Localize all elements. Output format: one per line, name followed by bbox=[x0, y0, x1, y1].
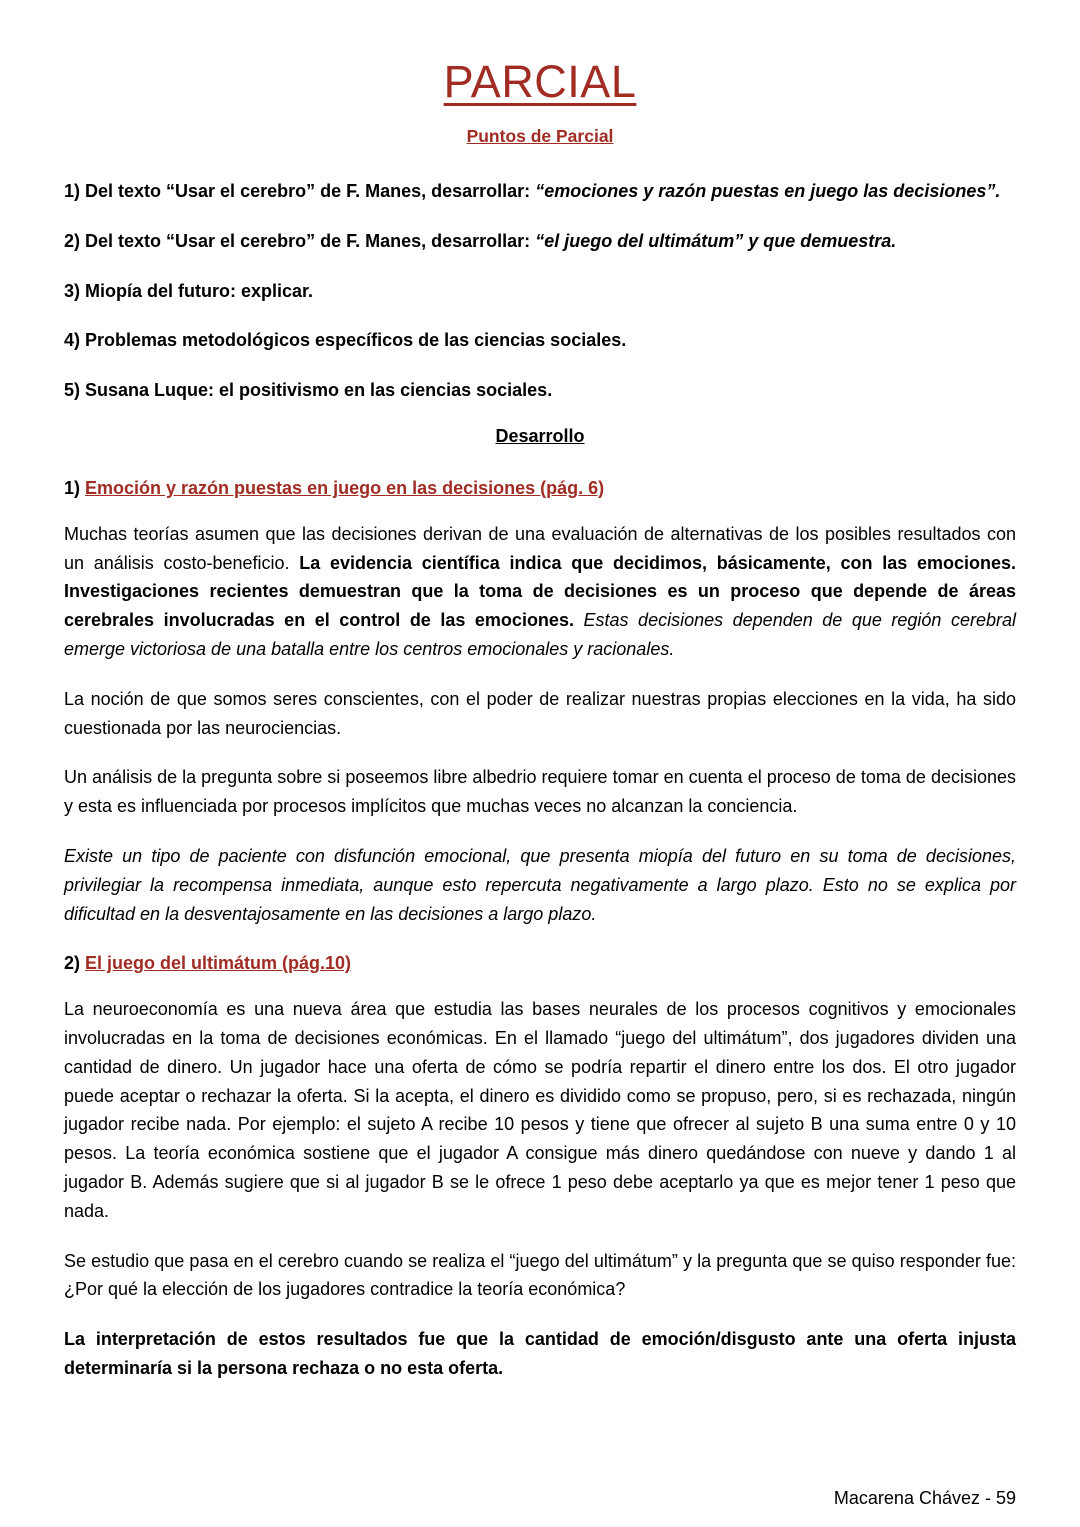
text-run: “el juego del ultimátum” y que demuestra. bbox=[535, 230, 897, 251]
text-run: 2) Del texto “Usar el cerebro” de F. Manes, desarrollar: bbox=[64, 230, 536, 251]
list-item-4 bbox=[64, 326, 1016, 355]
text-run: Estas decisiones dependen de que región cerebral emerge victoriosa de una batalla entre los centros emocionales y racionales. bbox=[64, 610, 1017, 659]
text-run: 3) Miopía del futuro: explicar. bbox=[64, 280, 314, 301]
page-subtitle: Puntos de Parcial bbox=[466, 126, 614, 146]
text-run: La interpretación de estos resultados fue que la cantidad de emoción/disgusto ante una oferta injusta determinaría si la persona rechaza o no esta oferta. bbox=[64, 1329, 1016, 1378]
list-item-2 bbox=[64, 227, 1016, 256]
text-run: 2) bbox=[64, 953, 86, 974]
text-run: Se estudio que pasa en el cerebro cuando se realiza el “juego del ultimátum” y la pregunta que se quiso responder fue: ¿Por qué la elección de los jugadores contradice la teoría económica? bbox=[64, 1250, 1016, 1300]
paragraph bbox=[64, 763, 1016, 821]
section-1 bbox=[64, 474, 1016, 928]
section-2-heading bbox=[64, 949, 1016, 978]
text-run: El juego del ultimátum (pág.10) bbox=[85, 953, 352, 974]
list-item-1 bbox=[64, 177, 1016, 206]
desarrollo-heading: Desarrollo bbox=[495, 425, 585, 446]
text-run: 1) Del texto “Usar el cerebro” de F. Manes, desarrollar: bbox=[64, 181, 536, 201]
text-run: Emoción y razón puestas en juego en las decisiones (pág. 6) bbox=[85, 477, 605, 498]
text-run: Un análisis de la pregunta sobre si poseemos libre albedrio requiere tomar en cuenta el proceso de toma de decisiones y esta es influenciada por procesos implícitos que muchas veces no alcanzan la conciencia. bbox=[64, 767, 1016, 817]
section-1-heading bbox=[64, 474, 1016, 503]
section-2 bbox=[64, 949, 1016, 1382]
paragraph bbox=[64, 995, 1016, 1225]
paragraph bbox=[64, 685, 1016, 743]
list-item-5 bbox=[64, 376, 1016, 405]
text-run: 5) Susana Luque: el positivismo en las ciencias sociales. bbox=[64, 380, 553, 401]
text-run: La neuroeconomía es una nueva área que estudia las bases neurales de los procesos cognitivos y emocionales involucradas en la toma de decisiones económicas. En el llamado “juego del ultimátum”, dos jugadores dividen una cantidad de dinero. Un jugador hace una oferta de cómo se podría repartir el dinero entre los dos. El otro jugador puede aceptar o rechazar la oferta. Si la acepta, el dinero es dividido como se propuso, pero, si es rechazada, ningún jugador recibe nada. Por ejemplo: el sujeto A recibe 10 pesos y tiene que ofrecer al sujeto B una suma entre 0 y 10 pesos. La teoría económica sostiene que el jugador A consigue más dinero quedándose con nueve y dando 1 al jugador B. Además sugiere que si al jugador B se le ofrece 1 peso debe aceptarlo ya que es mejor tener 1 peso que nada. bbox=[64, 999, 1016, 1221]
text-run: 4) Problemas metodológicos específicos de las ciencias sociales. bbox=[64, 330, 627, 351]
text-run: Existe un tipo de paciente con disfunción emocional, que presenta miopía del futuro en su toma de decisiones, privilegiar la recompensa inmediata, aunque esto repercuta negativamente a largo plazo. Esto no se explica por dificultad en la desventajosamente en las decisiones a largo plazo. bbox=[64, 845, 1016, 924]
text-run: La evidencia científica indica que decidimos, básicamente, con las emociones. Investigaciones recientes demuestran que la toma de decisiones es un proceso que depende de áreas cerebrales involucradas en el control de las emociones. bbox=[64, 552, 1016, 631]
text-run: “emociones y razón puestas en juego las decisiones”. bbox=[535, 181, 1001, 201]
paragraph bbox=[64, 842, 1016, 928]
paragraph bbox=[64, 1247, 1016, 1305]
text-run: La noción de que somos seres conscientes, con el poder de realizar nuestras propias elecciones en la vida, ha sido cuestionada por las neurociencias. bbox=[64, 688, 1016, 738]
text-run: Muchas teorías asumen que las decisiones derivan de una evaluación de alternativas de los posibles resultados con un análisis costo-beneficio. bbox=[64, 523, 1016, 573]
list-item-3 bbox=[64, 277, 1016, 306]
paragraph bbox=[64, 520, 1016, 664]
author-footer: Macarena Chávez - 59 bbox=[833, 1488, 1016, 1508]
page-title: PARCIAL bbox=[443, 56, 637, 107]
paragraph bbox=[64, 1325, 1016, 1383]
text-run: 1) bbox=[64, 477, 86, 498]
puntos-list bbox=[64, 177, 1016, 405]
